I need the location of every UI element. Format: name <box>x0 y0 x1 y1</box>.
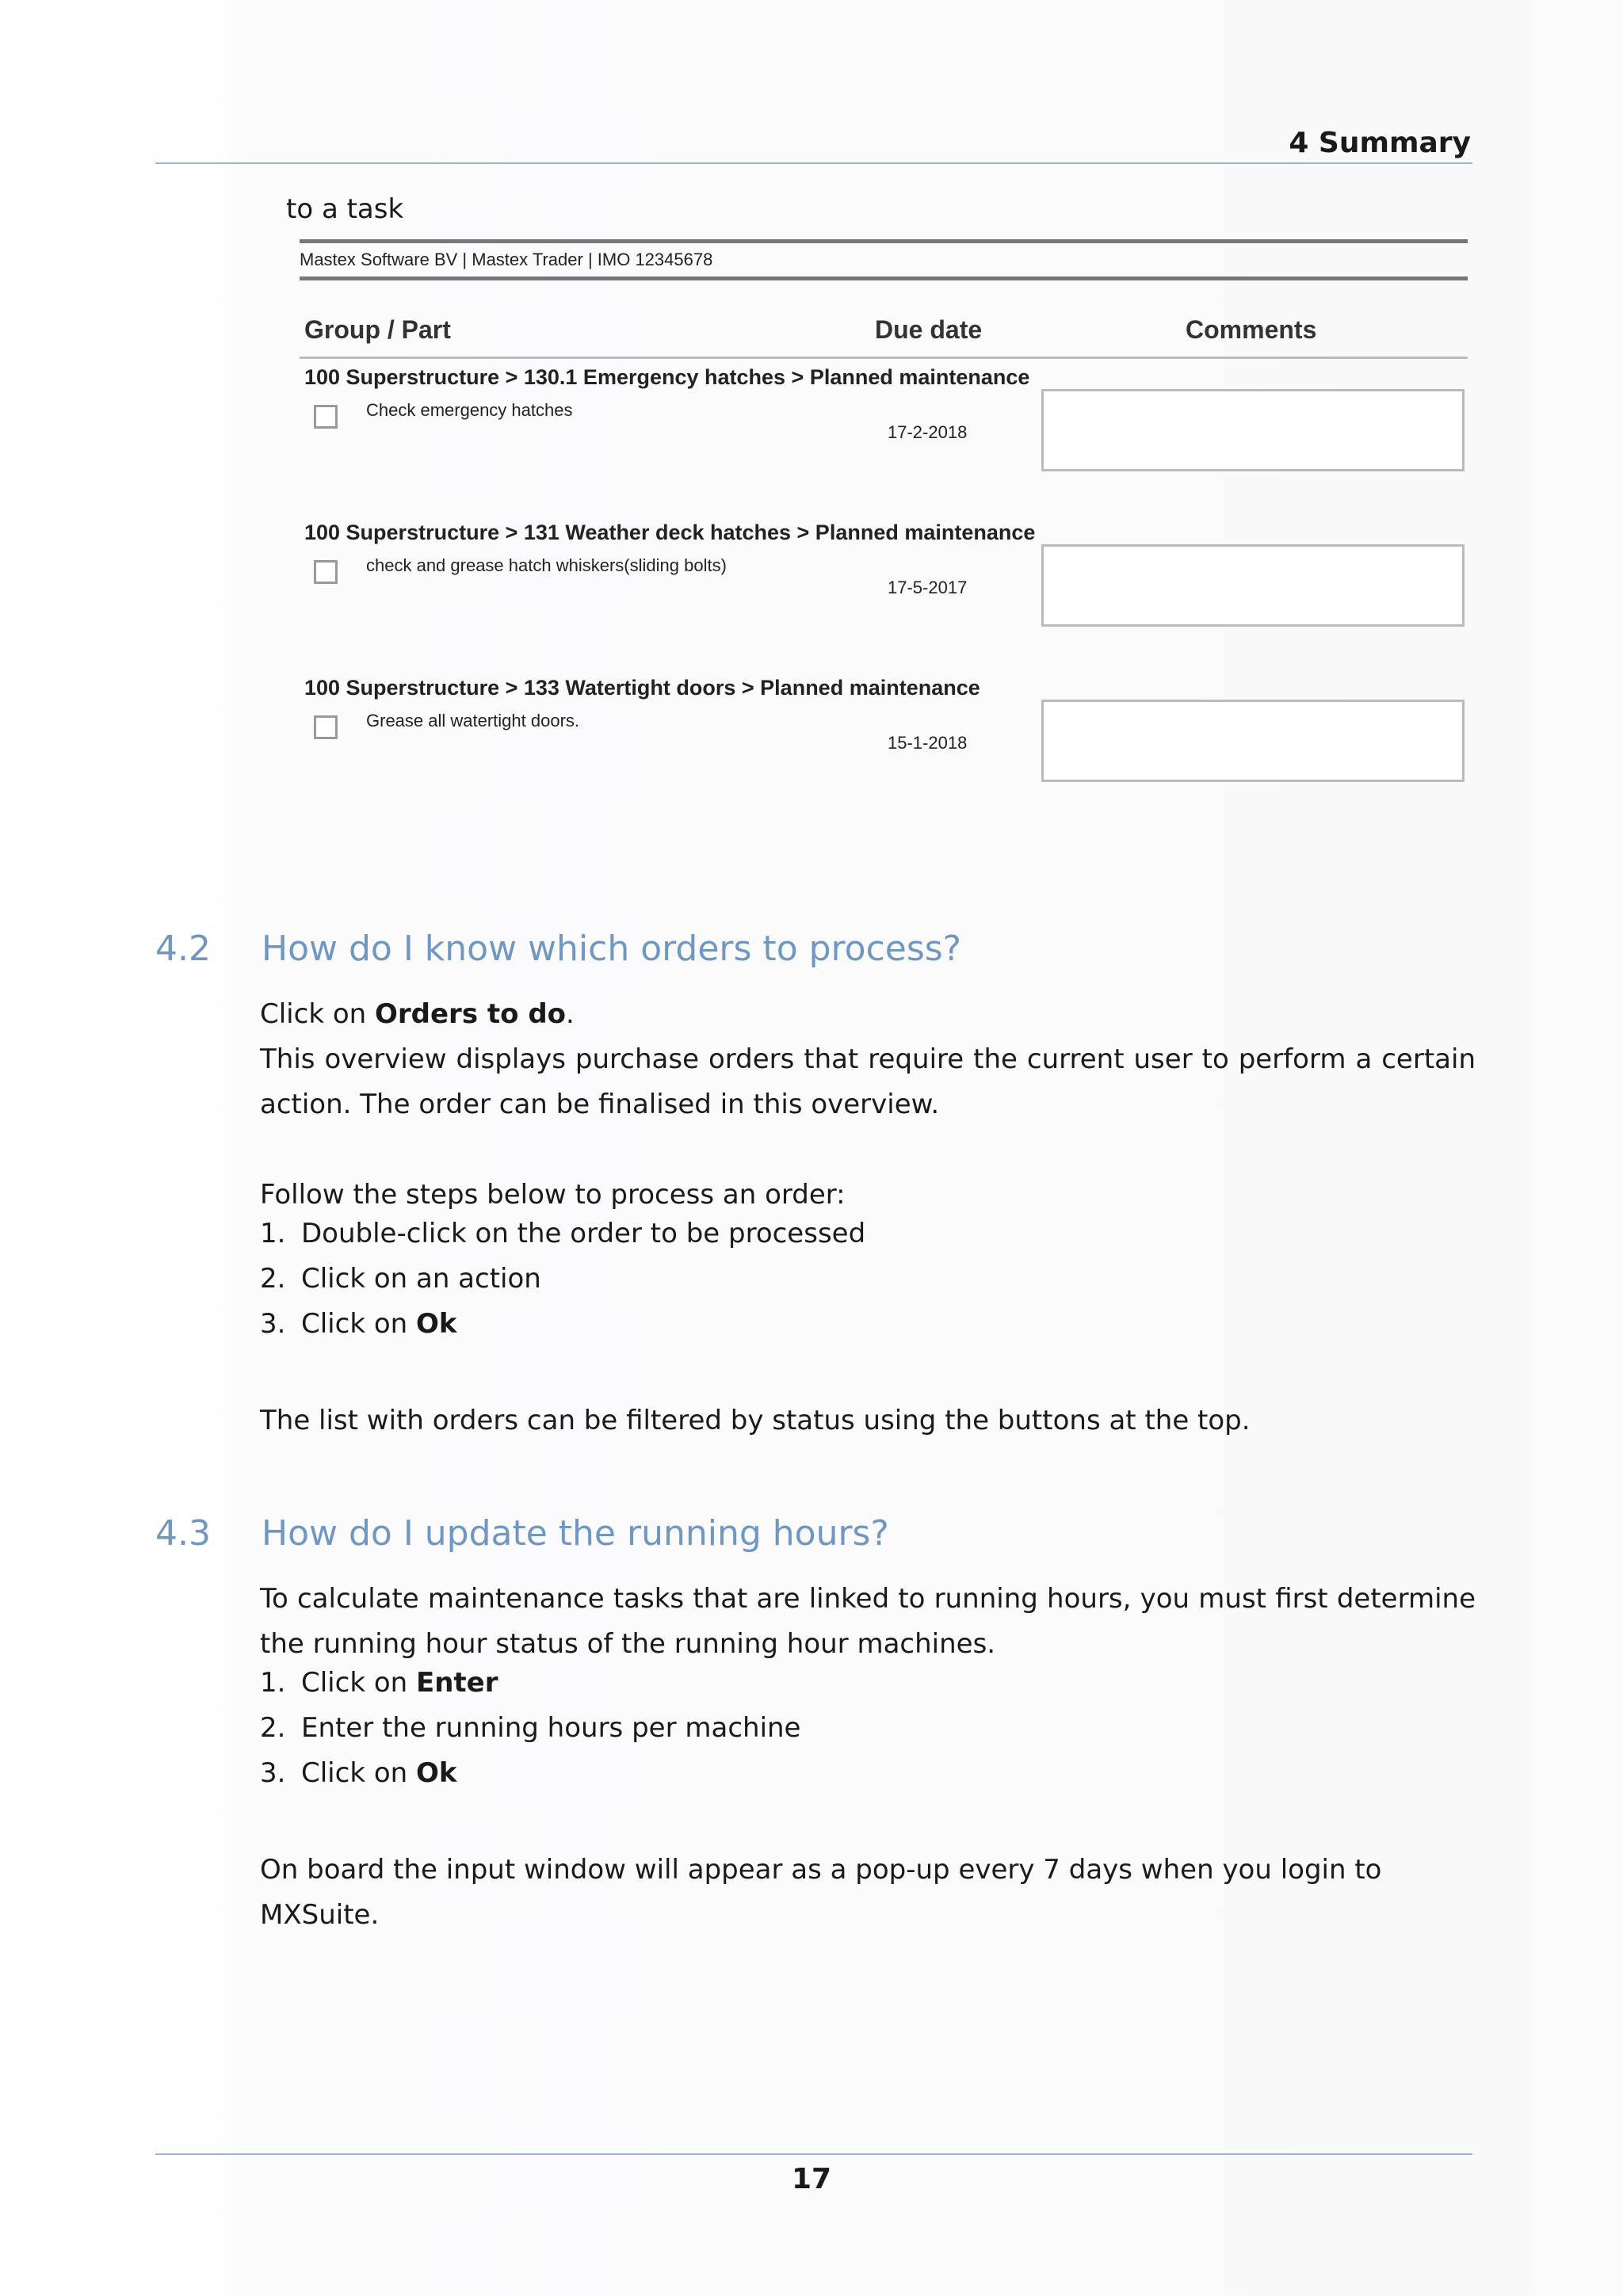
task-name: check and grease hatch whiskers(sliding bolts) <box>366 555 727 575</box>
instruction-punctuation: . <box>566 998 575 1030</box>
overview-paragraph: This overview displays purchase orders that require the current user to perform a certain action. The order can be finalised in this overview. <box>260 1043 1476 1120</box>
task-checkbox <box>314 405 338 429</box>
step-text: Click on <box>301 1667 416 1699</box>
page-number: 17 <box>791 2163 832 2195</box>
orders-to-do-label: Orders to do <box>374 998 567 1030</box>
task-checkbox <box>314 715 338 739</box>
step-number: 3. <box>260 1308 286 1340</box>
step-text: Enter the running hours per machine <box>301 1712 801 1744</box>
task-name: Check emergency hatches <box>366 400 573 420</box>
report-group <box>300 514 1468 669</box>
report-header-band: Mastex Software BV | Mastex Trader | IMO 12345678 <box>300 239 1468 280</box>
section-title: How do I update the running hours? <box>262 1513 889 1554</box>
column-group-part: Group / Part <box>304 315 451 344</box>
group-title: 100 Superstructure > 130.1 Emergency hatches > Planned maintenance <box>304 365 1030 389</box>
filter-note: The list with orders can be filtered by status using the buttons at the top. <box>260 1405 1251 1436</box>
report-column-headers <box>300 309 1468 359</box>
task-report-screenshot <box>300 239 1468 825</box>
task-due-date: 15-1-2018 <box>888 733 968 753</box>
comment-box <box>1041 700 1465 782</box>
step-text: Click on <box>301 1757 416 1789</box>
step-item <box>260 1757 457 1789</box>
step-enter-label: Enter <box>415 1667 498 1699</box>
orders-click-instruction <box>260 992 1476 1037</box>
step-number: 1. <box>260 1667 286 1699</box>
step-ok-label: Ok <box>415 1308 457 1340</box>
intro-text: to a task <box>286 193 404 225</box>
report-group <box>300 669 1468 825</box>
section-number: 4.3 <box>155 1513 211 1554</box>
step-number: 2. <box>260 1263 286 1295</box>
step-item <box>260 1712 800 1744</box>
report-group <box>300 359 1468 514</box>
section-number: 4.2 <box>155 929 211 969</box>
group-title: 100 Superstructure > 131 Weather deck hatches > Planned maintenance <box>304 521 1036 544</box>
column-comments: Comments <box>1186 315 1317 344</box>
step-number: 3. <box>260 1757 286 1789</box>
popup-note: On board the input window will appear as a pop-up every 7 days when you login to MXSuite. <box>260 1854 1382 1931</box>
step-item <box>260 1263 541 1295</box>
running-hours-intro: To calculate maintenance tasks that are linked to running hours, you must first determine the running hour status of the running hour machines. <box>260 1583 1476 1660</box>
step-item <box>260 1218 865 1249</box>
running-header: 4 Summary <box>1289 127 1471 159</box>
step-item <box>260 1308 457 1340</box>
column-due-date: Due date <box>875 315 983 344</box>
instruction-text: Click on <box>260 998 375 1030</box>
step-text: Click on an action <box>301 1263 541 1295</box>
task-checkbox <box>314 560 338 584</box>
task-due-date: 17-5-2017 <box>888 578 968 597</box>
comment-box <box>1041 544 1465 627</box>
step-item <box>260 1667 498 1699</box>
step-number: 2. <box>260 1712 286 1744</box>
step-ok-label: Ok <box>415 1757 457 1789</box>
steps-intro: Follow the steps below to process an order: <box>260 1179 846 1211</box>
step-text: Click on <box>301 1308 416 1340</box>
comment-box <box>1041 389 1465 471</box>
group-title: 100 Superstructure > 133 Watertight doors > Planned maintenance <box>304 676 980 700</box>
section-title: How do I know which orders to process? <box>262 929 962 969</box>
footer-rule <box>155 2153 1472 2155</box>
header-rule <box>155 162 1472 164</box>
task-name: Grease all watertight doors. <box>366 711 580 730</box>
step-number: 1. <box>260 1218 286 1249</box>
step-text: Double-click on the order to be processed <box>301 1218 866 1249</box>
task-due-date: 17-2-2018 <box>888 422 968 442</box>
